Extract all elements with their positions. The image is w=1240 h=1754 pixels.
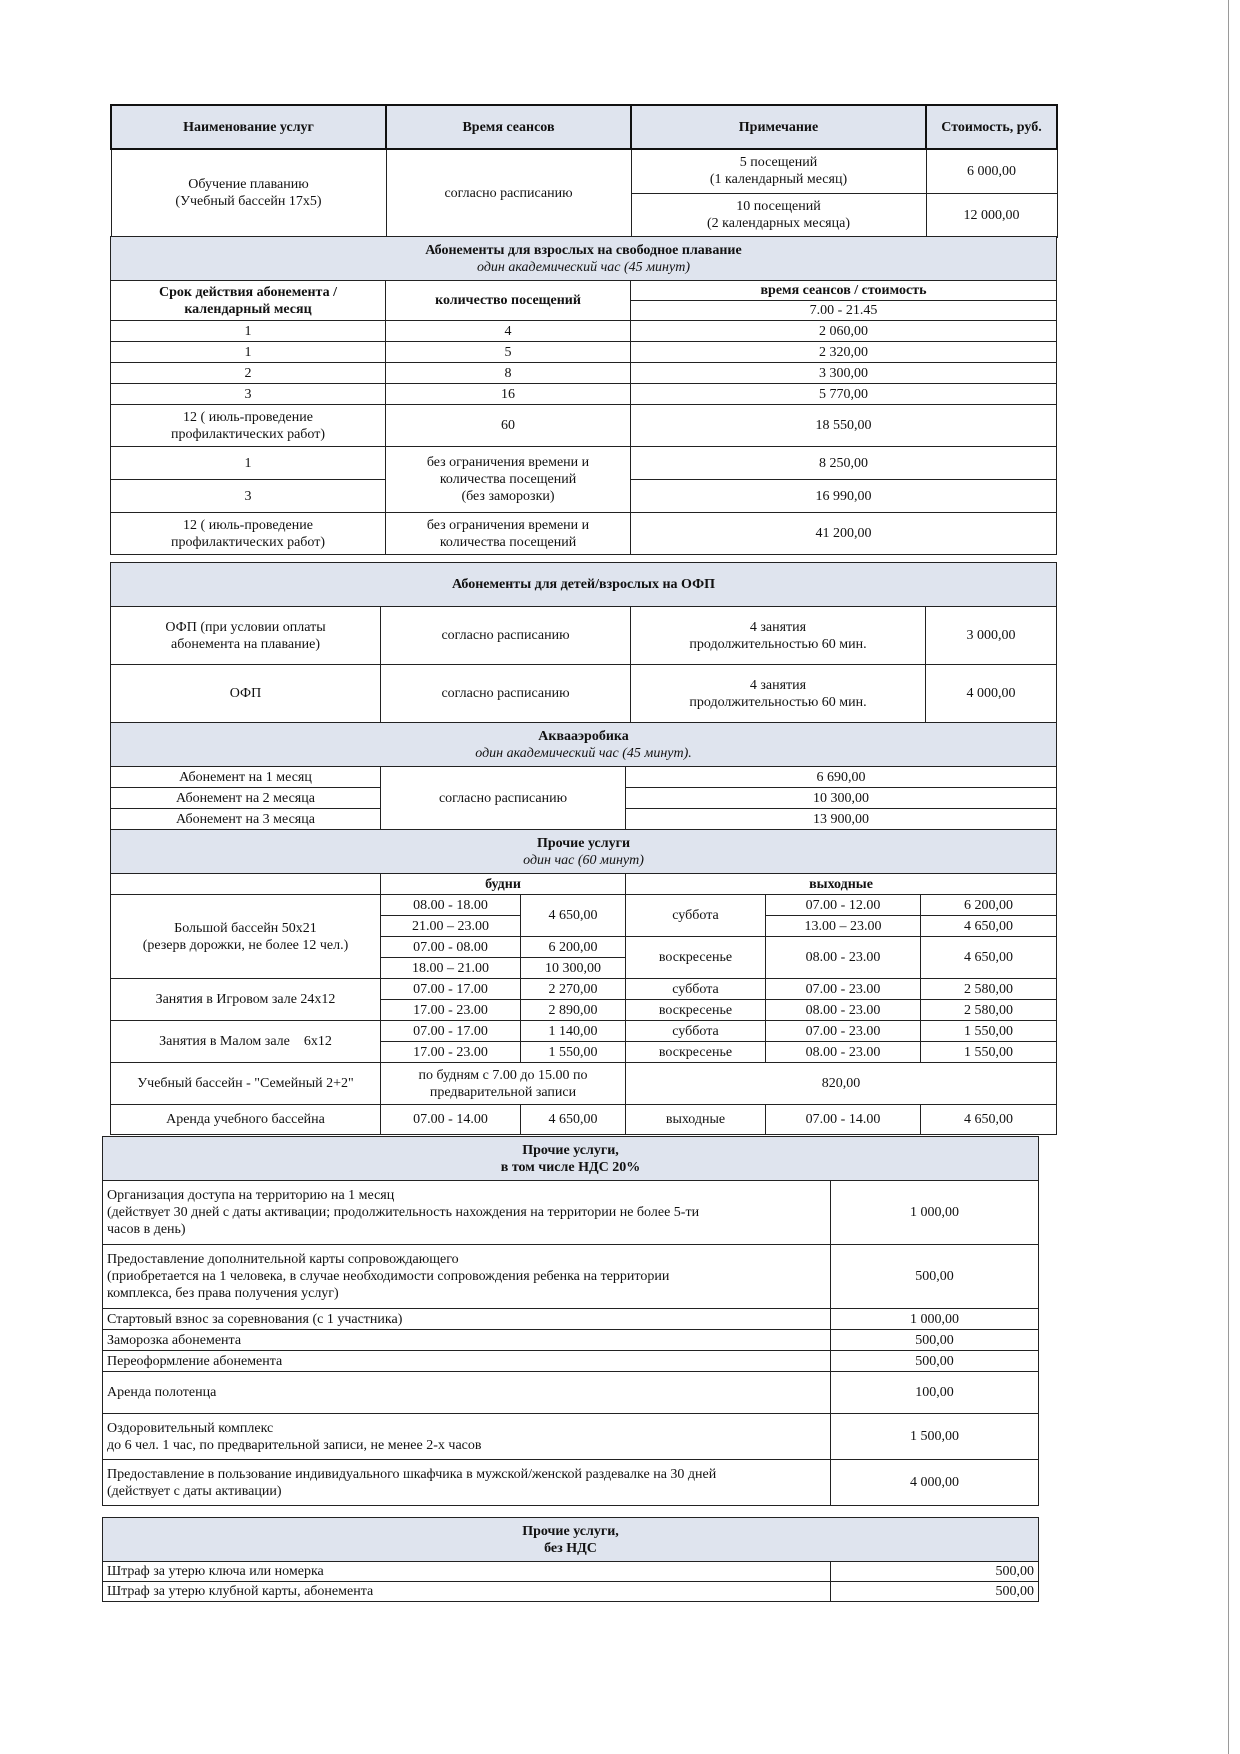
time-cell: 21.00 – 23.00 xyxy=(381,916,521,937)
price-cell: 4 650,00 xyxy=(921,916,1057,937)
table-aqua-aerobics xyxy=(110,722,1057,830)
table-row xyxy=(111,384,1057,405)
description-line: до 6 чел. 1 час, по предварительной записи, не менее 2-х часов xyxy=(107,1437,482,1453)
aqua-name: Абонемент на 3 месяца xyxy=(111,809,381,830)
price-cell: 1 550,00 xyxy=(921,1042,1057,1063)
service-description xyxy=(103,1460,831,1506)
table-other-services-no-vat xyxy=(102,1517,1039,1602)
name-line: ОФП (при условии оплаты xyxy=(165,619,326,635)
table-row xyxy=(111,1105,1057,1135)
section-header-row xyxy=(103,1137,1039,1181)
time-cell: 07.00 - 23.00 xyxy=(766,1021,921,1042)
aqua-price: 10 300,00 xyxy=(626,788,1057,809)
note-line: 4 занятия xyxy=(749,677,807,693)
time-cell: 18.00 – 21.00 xyxy=(381,958,521,979)
time-cell: 07.00 - 08.00 xyxy=(381,937,521,958)
scan-edge-line xyxy=(1228,0,1229,1754)
description-line: комплекса, без права получения услуг) xyxy=(107,1286,339,1301)
description-line: (действует 30 дней с даты активации; продолжительность нахождения на территории не более 5-ти xyxy=(107,1205,700,1220)
section-title: Прочие услуги, xyxy=(522,1142,619,1158)
col-header-weekend: выходные xyxy=(626,874,1057,895)
table-other-services-hourly xyxy=(110,829,1057,1135)
description-line: (действует с даты активации) xyxy=(107,1483,282,1499)
table-row xyxy=(111,607,1057,665)
table-header-row xyxy=(111,874,1057,895)
table-row xyxy=(111,447,1057,480)
section-title-aqua xyxy=(111,723,1057,767)
ofp-name xyxy=(111,607,381,665)
family-pool-time xyxy=(381,1063,626,1105)
price-cell: 4 650,00 xyxy=(921,937,1057,979)
time-range: 7.00 - 21.45 xyxy=(631,301,1057,321)
col-header-time: Время сеансов xyxy=(386,105,631,149)
price-cell: 2 270,00 xyxy=(521,979,626,1000)
aqua-name: Абонемент на 1 месяц xyxy=(111,767,381,788)
price-cell: 10 300,00 xyxy=(521,958,626,979)
price-cell: 4 650,00 xyxy=(921,1105,1057,1135)
ofp-name: ОФП xyxy=(111,665,381,723)
note-line: 4 занятия xyxy=(749,619,807,635)
service-price: 100,00 xyxy=(831,1372,1039,1414)
section-title: без НДС xyxy=(544,1540,597,1556)
service-price: 500,00 xyxy=(831,1562,1039,1582)
col-header-name: Наименование услуг xyxy=(111,105,386,149)
day-cell: выходные xyxy=(626,1105,766,1135)
service-price: 1 000,00 xyxy=(831,1181,1039,1245)
family-pool-name: Учебный бассейн - "Семейный 2+2" xyxy=(111,1063,381,1105)
visits-cell: 8 xyxy=(386,363,631,384)
period-cell: 1 xyxy=(111,447,386,480)
table-row xyxy=(103,1330,1039,1351)
section-header-row xyxy=(103,1518,1039,1562)
note-line: (1 календарный месяц) xyxy=(709,172,848,188)
price-cell: 1 140,00 xyxy=(521,1021,626,1042)
note-line: (2 календарных месяца) xyxy=(707,216,850,231)
col-header-price: Стоимость, руб. xyxy=(926,105,1057,149)
section-title-no-vat xyxy=(103,1518,1039,1562)
time-cell: 17.00 - 23.00 xyxy=(381,1000,521,1021)
section-title: в том числе НДС 20% xyxy=(500,1159,641,1175)
table-other-services-vat xyxy=(102,1136,1039,1506)
big-pool-name xyxy=(111,895,381,979)
section-title: Прочие услуги xyxy=(536,835,631,851)
table-row xyxy=(103,1351,1039,1372)
swim-training-name-line: (Учебный бассейн 17х5) xyxy=(175,194,322,210)
aqua-price: 6 690,00 xyxy=(626,767,1057,788)
time-cell: 07.00 - 14.00 xyxy=(766,1105,921,1135)
period-cell: 3 xyxy=(111,480,386,513)
section-subtitle: один академический час (45 минут) xyxy=(477,259,690,275)
table-row xyxy=(111,363,1057,384)
period-cell: 1 xyxy=(111,321,386,342)
service-description: Штраф за утерю клубной карты, абонемента xyxy=(103,1582,831,1602)
visits-cell: 60 xyxy=(386,405,631,447)
col-header-time-price: время сеансов / стоимость xyxy=(631,281,1057,301)
price-cell: 2 890,00 xyxy=(521,1000,626,1021)
visits-cell xyxy=(386,513,631,555)
time-cell: 07.00 - 14.00 xyxy=(381,1105,521,1135)
swim-training-price: 12 000,00 xyxy=(926,193,1057,237)
price-cell: 4 650,00 xyxy=(521,1105,626,1135)
price-cell: 16 990,00 xyxy=(631,480,1057,513)
visits-cell-unlimited xyxy=(386,447,631,513)
time-line: по будням с 7.00 до 15.00 по xyxy=(418,1067,588,1083)
day-cell: суббота xyxy=(626,1021,766,1042)
aqua-price: 13 900,00 xyxy=(626,809,1057,830)
table-row xyxy=(111,1063,1057,1105)
time-cell: 08.00 - 18.00 xyxy=(381,895,521,916)
price-cell: 6 200,00 xyxy=(921,895,1057,916)
period-cell: 2 xyxy=(111,363,386,384)
name-line: (резерв дорожки, не более 12 чел.) xyxy=(142,937,349,953)
service-description xyxy=(103,1181,831,1245)
table-header-row xyxy=(111,105,1057,149)
time-cell: 17.00 - 23.00 xyxy=(381,1042,521,1063)
table-row xyxy=(103,1181,1039,1245)
name-line: Большой бассейн 50х21 xyxy=(174,920,317,936)
swim-training-name xyxy=(111,149,386,237)
swim-training-note xyxy=(631,149,926,193)
family-pool-price: 820,00 xyxy=(626,1063,1057,1105)
period-line: 12 ( июль-проведение xyxy=(183,517,313,533)
day-cell: суббота xyxy=(626,979,766,1000)
table-header-row xyxy=(111,281,1057,301)
note-line: 5 посещений xyxy=(739,155,818,171)
time-cell: 08.00 - 23.00 xyxy=(766,1042,921,1063)
aqua-time: согласно расписанию xyxy=(381,767,626,830)
note-line: продолжительностью 60 мин. xyxy=(689,694,867,710)
service-price: 500,00 xyxy=(831,1351,1039,1372)
table-row xyxy=(111,405,1057,447)
description-line: часов в день) xyxy=(107,1222,186,1237)
ofp-note xyxy=(631,665,926,723)
service-description xyxy=(103,1414,831,1460)
service-description: Переоформление абонемента xyxy=(103,1351,831,1372)
table-row xyxy=(103,1372,1039,1414)
price-cell: 3 300,00 xyxy=(631,363,1057,384)
swim-training-price: 6 000,00 xyxy=(926,149,1057,193)
section-title: Прочие услуги, xyxy=(522,1523,619,1539)
price-cell: 2 060,00 xyxy=(631,321,1057,342)
service-price: 500,00 xyxy=(831,1330,1039,1351)
visits-line: количества посещений xyxy=(439,534,577,550)
table-row xyxy=(111,979,1057,1000)
price-cell: 2 580,00 xyxy=(921,979,1057,1000)
section-subtitle: один академический час (45 минут). xyxy=(475,745,692,761)
price-cell: 2 580,00 xyxy=(921,1000,1057,1021)
time-line: предварительной записи xyxy=(429,1084,577,1100)
visits-line: (без заморозки) xyxy=(461,489,555,504)
section-title: Абонементы для взрослых на свободное плавание xyxy=(425,242,742,258)
description-line: Организация доступа на территорию на 1 месяц xyxy=(107,1188,395,1203)
time-cell: 07.00 - 17.00 xyxy=(381,979,521,1000)
service-description xyxy=(103,1245,831,1309)
aqua-name: Абонемент на 2 месяца xyxy=(111,788,381,809)
col-header-period xyxy=(111,281,386,321)
period-cell xyxy=(111,513,386,555)
description-line: Предоставление дополнительной карты сопровождающего xyxy=(107,1252,459,1267)
day-cell: воскресенье xyxy=(626,1042,766,1063)
price-cell: 41 200,00 xyxy=(631,513,1057,555)
day-cell: воскресенье xyxy=(626,1000,766,1021)
table-row xyxy=(103,1309,1039,1330)
ofp-price: 4 000,00 xyxy=(926,665,1057,723)
service-description: Штраф за утерю ключа или номерка xyxy=(103,1562,831,1582)
table-row xyxy=(111,321,1057,342)
section-subtitle: один час (60 минут) xyxy=(523,852,644,868)
section-title-ofp xyxy=(111,563,1057,607)
header-line: Срок действия абонемента / xyxy=(159,284,337,300)
table-row xyxy=(103,1460,1039,1506)
col-header-weekdays: будни xyxy=(381,874,626,895)
section-title: Абонементы для детей/взрослых на ОФП xyxy=(452,577,715,592)
time-cell: 07.00 - 12.00 xyxy=(766,895,921,916)
service-description: Заморозка абонемента xyxy=(103,1330,831,1351)
service-description: Стартовый взнос за соревнования (с 1 участника) xyxy=(103,1309,831,1330)
table-ofp xyxy=(110,562,1057,723)
period-cell: 3 xyxy=(111,384,386,405)
period-line: профилактических работ) xyxy=(170,426,326,442)
section-title-other xyxy=(111,830,1057,874)
service-price: 1 500,00 xyxy=(831,1414,1039,1460)
col-header-visits: количество посещений xyxy=(386,281,631,321)
section-header-row xyxy=(111,563,1057,607)
price-cell: 5 770,00 xyxy=(631,384,1057,405)
day-cell: суббота xyxy=(626,895,766,937)
note-line: продолжительностью 60 мин. xyxy=(689,636,867,652)
price-cell: 4 650,00 xyxy=(521,895,626,937)
visits-line: без ограничения времени и xyxy=(426,455,590,470)
table-swim-training xyxy=(110,104,1058,238)
table-row xyxy=(103,1582,1039,1602)
header-line: календарный месяц xyxy=(184,301,312,317)
price-cell: 18 550,00 xyxy=(631,405,1057,447)
section-title-vat xyxy=(103,1137,1039,1181)
name-line: абонемента на плавание) xyxy=(170,636,320,652)
swim-training-note xyxy=(631,193,926,237)
visits-line: количества посещений xyxy=(439,472,577,487)
description-line: (приобретается на 1 человека, в случае необходимости сопровождения ребенка на территории xyxy=(107,1269,670,1284)
note-line: 10 посещений xyxy=(736,199,821,214)
ofp-time: согласно расписанию xyxy=(381,607,631,665)
visits-cell: 4 xyxy=(386,321,631,342)
visits-cell: 5 xyxy=(386,342,631,363)
section-header-row xyxy=(111,237,1057,281)
period-cell xyxy=(111,405,386,447)
col-header-note: Примечание xyxy=(631,105,926,149)
section-title: Аквааэробика xyxy=(538,728,629,744)
time-cell: 08.00 - 23.00 xyxy=(766,1000,921,1021)
section-title-adult-swim xyxy=(111,237,1057,281)
price-cell: 1 550,00 xyxy=(921,1021,1057,1042)
ofp-time: согласно расписанию xyxy=(381,665,631,723)
table-row xyxy=(111,513,1057,555)
period-line: 12 ( июль-проведение xyxy=(183,409,313,425)
table-row xyxy=(103,1245,1039,1309)
swim-training-time: согласно расписанию xyxy=(386,149,631,237)
service-price: 1 000,00 xyxy=(831,1309,1039,1330)
service-price: 500,00 xyxy=(831,1582,1039,1602)
small-hall-name: Занятия в Малом зале 6х12 xyxy=(111,1021,381,1063)
price-cell: 8 250,00 xyxy=(631,447,1057,480)
price-cell: 6 200,00 xyxy=(521,937,626,958)
table-row xyxy=(111,767,1057,788)
visits-line: без ограничения времени и xyxy=(426,517,590,533)
service-description: Аренда полотенца xyxy=(103,1372,831,1414)
pool-rent-name: Аренда учебного бассейна xyxy=(111,1105,381,1135)
table-row xyxy=(111,1021,1057,1042)
table-row xyxy=(111,665,1057,723)
description-line: Предоставление в пользование индивидуального шкафчика в мужской/женской раздевалке на 30 дней xyxy=(107,1466,717,1482)
table-row xyxy=(111,895,1057,916)
table-adult-free-swim xyxy=(110,236,1057,555)
time-cell: 07.00 - 23.00 xyxy=(766,979,921,1000)
table-row xyxy=(103,1414,1039,1460)
visits-cell: 16 xyxy=(386,384,631,405)
time-cell: 13.00 – 23.00 xyxy=(766,916,921,937)
section-header-row xyxy=(111,830,1057,874)
table-row xyxy=(111,149,1057,193)
table-row xyxy=(103,1562,1039,1582)
period-line: профилактических работ) xyxy=(170,534,326,550)
game-hall-name: Занятия в Игровом зале 24х12 xyxy=(111,979,381,1021)
service-price: 500,00 xyxy=(831,1245,1039,1309)
empty-cell xyxy=(111,874,381,895)
price-cell: 1 550,00 xyxy=(521,1042,626,1063)
time-cell: 08.00 - 23.00 xyxy=(766,937,921,979)
ofp-note xyxy=(631,607,926,665)
period-cell: 1 xyxy=(111,342,386,363)
section-header-row xyxy=(111,723,1057,767)
time-cell: 07.00 - 17.00 xyxy=(381,1021,521,1042)
swim-training-name-line: Обучение плаванию xyxy=(188,177,309,193)
price-cell: 2 320,00 xyxy=(631,342,1057,363)
description-line: Оздоровительный комплекс xyxy=(107,1420,274,1436)
ofp-price: 3 000,00 xyxy=(926,607,1057,665)
table-row xyxy=(111,342,1057,363)
service-price: 4 000,00 xyxy=(831,1460,1039,1506)
day-cell: воскресенье xyxy=(626,937,766,979)
